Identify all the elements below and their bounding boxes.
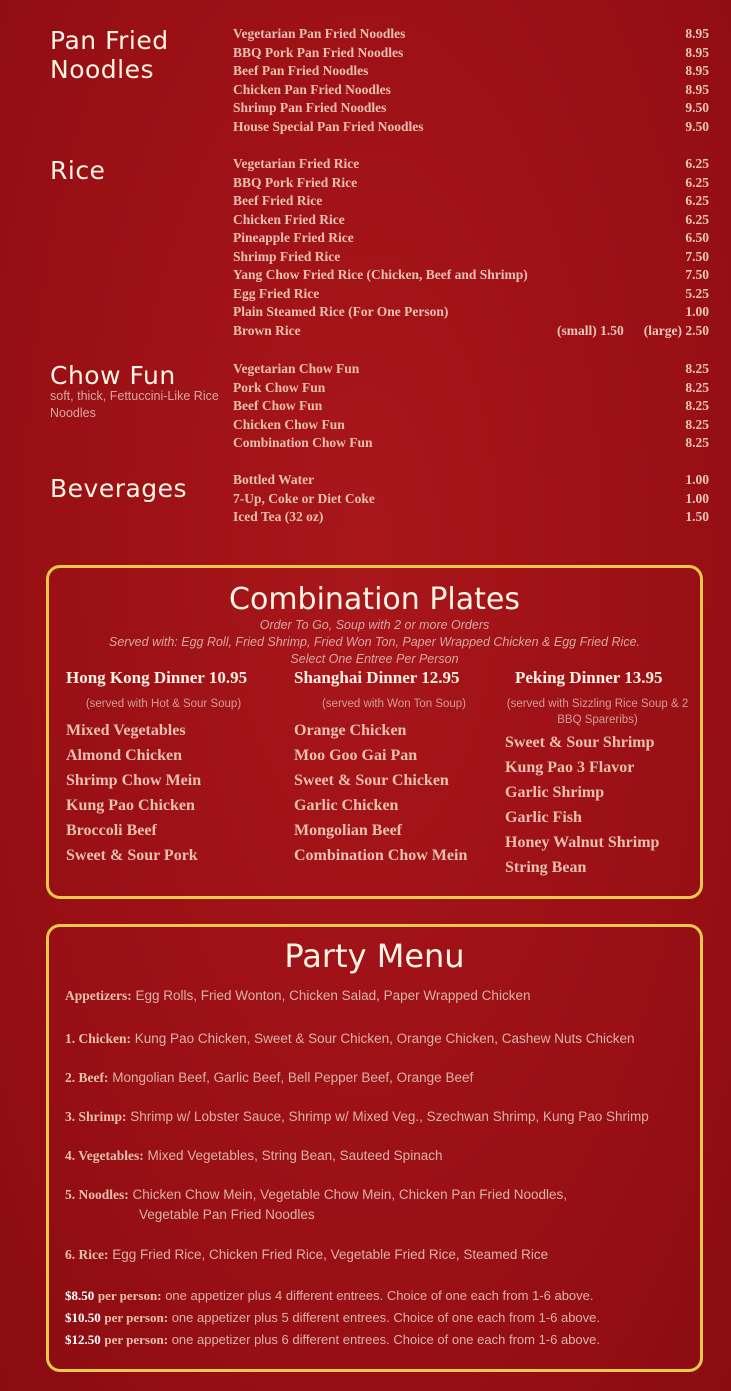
item-name: Beef Fried Rice [233,193,323,208]
menu-item [233,26,709,45]
price-amount: $12.50 [65,1332,101,1347]
combination-plates-box [46,565,703,899]
entree-item: Mongolian Beef [294,822,402,839]
menu-item [233,398,709,417]
title-line: Chow Fun [50,361,176,390]
menu-item [233,267,709,286]
title-line: Pan Fried [50,26,169,55]
dinner-price: 12.95 [421,668,460,687]
item-price-large: (large) 2.50 [643,322,709,338]
price-per: per person: [104,1310,169,1325]
party-line-text: Chicken Chow Mein, Vegetable Chow Mein, Chicken Pan Fried Noodles, [132,1187,567,1202]
entree-item: Kung Pao 3 Flavor [505,759,635,776]
menu-item [233,82,709,101]
item-price: 7.50 [685,267,709,282]
item-list [233,156,709,341]
item-name: House Special Pan Fried Noodles [233,118,424,134]
section-title [50,26,169,84]
item-price: 8.25 [685,361,709,376]
item-name: Yang Chow Fried Rice (Chicken, Beef and Shrimp) [233,267,528,282]
party-appetizers [65,986,690,1006]
menu-item [233,45,709,64]
menu-item [233,100,709,119]
dinner-entree-list [505,730,690,880]
party-line-label: 3. Shrimp: [65,1109,127,1124]
item-name: BBQ Pork Pan Fried Noodles [233,44,404,60]
party-shrimp [65,1107,690,1127]
party-beef [65,1068,690,1088]
entree-item: Mixed Vegetables [66,722,186,739]
item-name: Combination Chow Fun [233,435,373,450]
entree-item: Sweet & Sour Shrimp [505,734,655,751]
item-price: 6.50 [685,230,709,245]
dinner-price: 10.95 [208,668,248,687]
section-title [50,156,105,185]
menu-item [233,212,709,231]
entree-item: String Bean [505,859,587,876]
section-title [50,474,187,503]
menu-item [233,380,709,399]
item-name: Beef Pan Fried Noodles [233,63,369,78]
item-list [233,472,709,528]
item-name: BBQ Pork Fried Rice [233,174,358,190]
item-price: 1.00 [685,472,709,487]
entree-item: Garlic Fish [505,809,582,826]
item-list [233,26,709,137]
section-title [50,361,176,390]
entree-item: Orange Chicken [294,722,407,739]
party-line-label: Appetizers: [65,988,132,1003]
party-price-10-50 [65,1310,690,1326]
item-name: Chicken Chow Fun [233,416,345,432]
dinner-peking [505,668,690,880]
dinner-name: Hong Kong Dinner [66,668,205,687]
combination-note-select: Select One Entree Per Person [290,652,459,666]
dinner-entree-list [294,718,494,868]
item-name: Shrimp Pan Fried Noodles [233,100,387,115]
dinner-hong-kong [66,668,261,868]
party-line-label: 2. Beef: [65,1070,109,1085]
price-amount: $8.50 [65,1288,95,1303]
party-vegetables [65,1146,690,1166]
item-name: Plain Steamed Rice (For One Person) [233,304,449,319]
party-line-text: Mongolian Beef, Garlic Beef, Bell Pepper Beef, Orange Beef [112,1070,474,1085]
item-price-small: (small) 1.50 [557,322,624,338]
dinner-heading [66,668,261,688]
menu-item [233,175,709,194]
combination-title: Combination Plates [229,582,520,617]
entree-item: Sweet & Sour Pork [66,847,198,864]
menu-item [233,249,709,268]
combination-note-served-with: Served with: Egg Roll, Fried Shrimp, Fried Won Ton, Paper Wrapped Chicken & Egg Fried Rice. [108,635,640,649]
dinner-heading [505,668,690,688]
menu-item [233,119,709,138]
party-line-text: Mixed Vegetables, String Bean, Sauteed Spinach [147,1148,443,1163]
title-line: Noodles [50,55,155,84]
entree-item: Shrimp Chow Mein [66,772,202,789]
item-price: 6.25 [685,156,709,171]
party-line-text: Egg Fried Rice, Chicken Fried Rice, Vegetable Fried Rice, Steamed Rice [112,1247,549,1262]
party-line-text: Shrimp w/ Lobster Sauce, Shrimp w/ Mixed Veg., Szechwan Shrimp, Kung Pao Shrimp [130,1109,649,1124]
price-per: per person: [104,1332,169,1347]
menu-item [233,472,709,491]
section-subtitle: soft, thick, Fettuccini-Like Rice Noodles [50,389,219,420]
entree-item: Kung Pao Chicken [66,797,195,814]
item-price: 6.25 [685,174,709,190]
item-name: Chicken Fried Rice [233,211,345,227]
party-line-text: Kung Pao Chicken, Sweet & Sour Chicken, Orange Chicken, Cashew Nuts Chicken [134,1031,635,1046]
entree-item: Honey Walnut Shrimp [505,834,660,851]
menu-item [233,417,709,436]
item-price: 1.00 [685,490,709,506]
party-line-label: 1. Chicken: [65,1031,132,1046]
item-name: Pork Chow Fun [233,379,326,395]
item-price: 8.25 [685,379,709,395]
price-description: one appetizer plus 4 different entrees. Choice of one each from 1-6 above. [165,1288,594,1303]
title-line: Rice [50,156,106,185]
price-per: per person: [97,1288,162,1303]
item-price: 8.95 [685,81,709,97]
party-line-label: 5. Noodles: [65,1187,129,1202]
party-line-continuation: Vegetable Pan Fried Noodles [139,1207,315,1222]
party-line-label: 4. Vegetables: [65,1148,144,1163]
entree-item: Garlic Shrimp [505,784,605,801]
menu-item [233,361,709,380]
party-chicken [65,1029,690,1049]
item-price: 6.25 [685,211,709,227]
item-price: 8.25 [685,398,709,413]
price-amount: $10.50 [65,1310,101,1325]
entree-item: Sweet & Sour Chicken [294,772,449,789]
dinner-heading [294,668,494,688]
item-name: Vegetarian Fried Rice [233,156,360,171]
menu-item [233,230,709,249]
party-price-8-50 [65,1288,690,1304]
item-price: 5.25 [685,285,709,301]
combination-note-to-go: Order To Go, Soup with 2 or more Orders [259,618,490,632]
title-line: Beverages [50,474,188,503]
item-price: 1.00 [685,304,709,319]
menu-item [233,286,709,305]
price-description: one appetizer plus 6 different entrees. Choice of one each from 1-6 above. [171,1332,600,1347]
item-name: Iced Tea (32 oz) [233,509,324,524]
item-name: Egg Fried Rice [233,285,320,301]
item-price: 8.95 [685,44,709,60]
menu-item [233,193,709,212]
item-name: Brown Rice [233,322,301,338]
item-price: 9.50 [685,118,709,134]
item-list [233,361,709,454]
dinner-name: Shanghai Dinner [294,668,417,687]
item-name: 7-Up, Coke or Diet Coke [233,490,375,506]
item-name: Pineapple Fried Rice [233,230,354,245]
menu-item [233,491,709,510]
party-rice [65,1245,690,1265]
party-noodles [65,1185,690,1225]
party-price-12-50 [65,1332,690,1348]
menu-item [233,156,709,175]
item-price: 8.95 [685,63,709,78]
item-name: Vegetarian Chow Fun [233,361,360,376]
item-name: Beef Chow Fun [233,398,323,413]
dinner-soup-note: (served with Sizzling Rice Soup & 2 BBQ Spareribs) [506,698,689,726]
price-description: one appetizer plus 5 different entrees. Choice of one each from 1-6 above. [171,1310,600,1325]
entree-item: Almond Chicken [66,747,183,764]
entree-item: Broccoli Beef [66,822,157,839]
dinner-shanghai [294,668,494,868]
item-name: Chicken Pan Fried Noodles [233,81,391,97]
menu-item [233,323,709,342]
dinner-entree-list [66,718,261,868]
item-name: Vegetarian Pan Fried Noodles [233,26,406,41]
dinner-soup-note: (served with Hot & Sour Soup) [85,698,242,710]
dinner-name: Peking Dinner [515,668,621,687]
entree-item: Moo Goo Gai Pan [294,747,418,764]
item-price: 7.50 [685,248,709,264]
menu-item [233,63,709,82]
item-price-group [557,323,709,339]
entree-item: Combination Chow Mein [294,847,468,864]
menu-item [233,304,709,323]
item-name: Bottled Water [233,472,315,487]
item-price: 8.95 [685,26,709,41]
party-line-label: 6. Rice: [65,1247,109,1262]
item-name: Shrimp Fried Rice [233,248,341,264]
dinner-soup-note: (served with Won Ton Soup) [321,698,467,710]
entree-item: Garlic Chicken [294,797,399,814]
menu-item [233,509,709,528]
item-price: 1.50 [685,509,709,524]
item-price: 9.50 [685,100,709,115]
party-title: Party Menu [284,937,465,975]
party-menu-box [46,924,703,1372]
party-line-text: Egg Rolls, Fried Wonton, Chicken Salad, Paper Wrapped Chicken [135,988,531,1003]
item-price: 8.25 [685,435,709,450]
dinner-price: 13.95 [624,668,663,687]
item-price: 6.25 [685,193,709,208]
item-price: 8.25 [685,416,709,432]
menu-item [233,435,709,454]
